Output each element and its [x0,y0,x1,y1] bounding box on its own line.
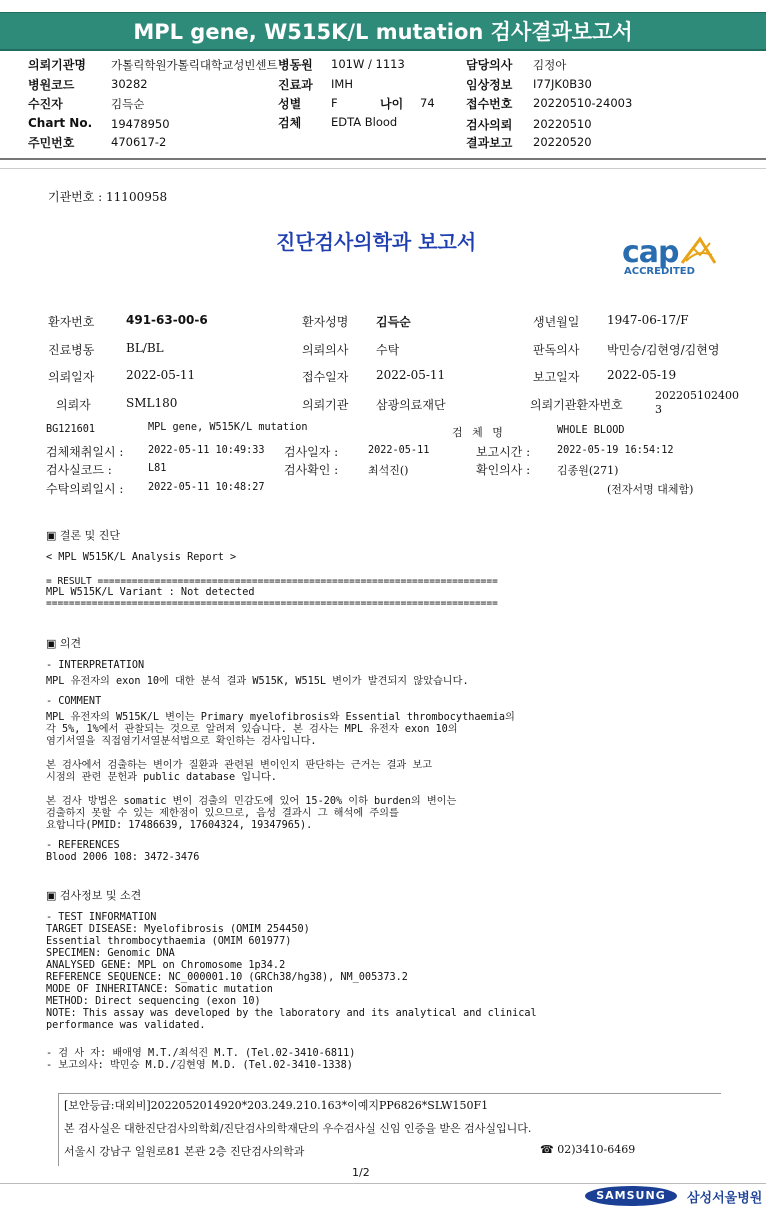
comment-line: MPL 유전자의 W515K/L 변이는 Primary myelofibrosis와 Essential thrombocythaemia의 [46,712,515,723]
comment-heading: - COMMENT [46,696,102,707]
confirm-doctor-label: 확인의사 : [476,463,531,477]
page-number: 1/2 [352,1166,370,1179]
grid-value: BL/BL [126,341,164,355]
header-divider-light [0,168,766,169]
specimen-name-value: WHOLE BLOOD [557,425,625,436]
report-heading: 진단검사의학과 보고서 [276,230,477,254]
request-label: 검사의뢰 [466,118,513,132]
grid-value: 2022-05-19 [607,368,677,382]
age-value: 74 [420,96,435,110]
testdate-label: 검사일자 : [284,445,339,459]
result-value: 20220520 [533,135,592,149]
grid-label: 의뢰기관 [302,398,349,412]
grid-value: 박민승/김현영/김현영 [607,343,720,357]
security-line: [보안등급:대외비]2022052014920*203.249.210.163*이예지PP6826*SLW150F1 [64,1099,489,1112]
phone-line: ☎ 02)3410-6469 [540,1143,636,1156]
chart-label: Chart No. [28,116,93,130]
testdate-value: 2022-05-11 [368,445,430,456]
samsung-logo-text: SAMSUNG [596,1189,666,1202]
comment-line: 검출하지 못할 수 있는 제한점이 있으므로, 음성 결과시 그 해석에 주의를 [46,808,399,819]
grid-value: 2022-05-11 [376,368,446,382]
result-line: = RESULT ====================================================================== [46,576,498,587]
patient-label: 수진자 [28,97,63,111]
rrn-value: 470617-2 [111,135,167,149]
grid-label: 진료병동 [48,343,95,357]
cap-text: cap [622,235,679,270]
analysis-report-title: < MPL W515K/L Analysis Report > [46,552,237,563]
specimen-value: EDTA Blood [331,115,398,129]
certification-line: 본 검사실은 대한진단검사의학회/진단검사의학재단의 우수검사실 신임 인증을 받은 검사실입니다. [64,1122,532,1135]
hospital-brand: 삼성서울병원 [687,1191,763,1206]
specimen-name-label: 검 체 명 [452,426,506,439]
sex-label: 성별 [278,97,302,111]
result-label: 결과보고 [466,136,513,150]
test-info-line: NOTE: This assay was developed by the laboratory and its analytical and clinical [46,1008,537,1019]
receipt-label: 접수번호 [466,97,513,111]
test-info-line: METHOD: Direct sequencing (exon 10) [46,996,261,1007]
dept-value: IMH [331,77,353,91]
test-info-line: MODE OF INHERITANCE: Somatic mutation [46,984,273,995]
grid-label: 접수일자 [302,370,349,384]
grid-label: 생년월일 [533,315,580,329]
patient-value: 김득순 [111,97,145,111]
interpretation-text: MPL 유전자의 exon 10에 대한 분석 결과 W515K, W515L 변이가 발견되지 않았습니다. [46,676,469,687]
result-end-line: =============================================================================== [46,598,498,609]
institution-number: 기관번호 : 11100958 [48,190,168,204]
grid-label: 의뢰의사 [302,343,349,357]
test-info-line: ANALYSED GENE: MPL on Chromosome 1p34.2 [46,960,286,971]
collect-label: 검체채취일시 : [46,445,124,459]
grid-value: 수탁 [376,343,400,357]
test-name: MPL gene, W515K/L mutation [148,422,308,433]
grid-label: 의뢰기관환자번호 [530,398,623,412]
grid-value: 삼광의료재단 [376,398,446,412]
opinion-heading: ▣ 의견 [46,637,82,650]
grid-value: 김득순 [376,315,411,329]
grid-value: SML180 [126,396,178,410]
receipt-value: 20220510-24003 [533,96,633,110]
reporttime-label: 보고시간 : [476,445,531,459]
specimen-label: 검체 [278,116,302,130]
comment-line: 염기서열을 직접염기서열분석법으로 확인하는 검사입니다. [46,736,317,747]
address-line: 서울시 강남구 일원로81 본관 2층 진단검사의학과 [64,1145,305,1158]
grid-value-cont: 3 [655,403,662,416]
doctor-label: 담당의사 [466,58,513,72]
request-value: 20220510 [533,117,592,131]
grid-value: 202205102400 [655,389,739,402]
hospital-value: 가톨릭학원가톨릭대학교성빈센트 [111,58,278,72]
test-info-line: TARGET DISEASE: Myelofibrosis (OMIM 254450) [46,924,310,935]
doctor-value: 김정아 [533,58,567,72]
grid-label: 의뢰자 [56,398,91,412]
ward-value: 101W / 1113 [331,57,405,71]
cap-logo [620,233,720,279]
staff-line: - 검 사 자: 배애영 M.T./최석진 M.T. (Tel.02-3410-6811) [46,1048,356,1059]
header-divider [0,158,766,160]
test-info-line: SPECIMEN: Genomic DNA [46,948,175,959]
comment-line: 본 검사에서 검출하는 변이가 질환과 관련된 변이인지 판단하는 근거는 결과 보고 [46,760,433,771]
grid-label: 환자번호 [48,315,95,329]
dept-label: 진료과 [278,78,313,92]
rrn-label: 주민번호 [28,136,75,150]
test-info-line: REFERENCE SEQUENCE: NC_000001.10 (GRCh38/hg38), NM_005373.2 [46,972,408,983]
grid-label: 보고일자 [533,370,580,384]
clinical-value: I77JK0B30 [533,77,592,91]
comment-line: 시점의 관련 문헌과 public database 입니다. [46,772,277,783]
room-label: 검사실코드 : [46,463,112,477]
test-code: BG121601 [46,424,96,435]
grid-value: 1947-06-17/F [607,313,689,327]
comment-line: 본 검사 방법은 somatic 변이 검출의 민감도에 있어 15-20% 이하 burden의 변이는 [46,796,457,807]
test-info-line: Essential thrombocythaemia (OMIM 601977) [46,936,292,947]
grid-value: 2022-05-11 [126,368,196,382]
code-value: 30282 [111,77,148,91]
sex-value: F [331,96,338,110]
grid-label: 판독의사 [533,343,580,357]
samsung-logo [585,1186,677,1206]
hospital-label: 의뢰기관명 [28,58,86,72]
comment-line: 요합니다(PMID: 17486639, 17604324, 19347965). [46,820,313,831]
collect-value: 2022-05-11 10:49:33 [148,445,265,456]
trust-value: 2022-05-11 10:48:27 [148,482,265,493]
clinical-label: 임상정보 [466,78,513,92]
code-label: 병원코드 [28,78,75,92]
trust-label: 수탁의뢰일시 : [46,482,124,496]
esign-note: (전자서명 대체함) [607,483,694,496]
comment-line: 각 5%, 1%에서 관찰되는 것으로 알려져 있습니다. 본 검사는 MPL 유전자 exon 10의 [46,724,458,735]
age-label: 나이 [380,97,404,111]
references-heading: - REFERENCES [46,840,120,851]
page-divider [0,1183,766,1184]
variant-result: MPL W515K/L Variant : Not detected [46,587,255,598]
grid-label: 의뢰일자 [48,370,95,384]
reporttime-value: 2022-05-19 16:54:12 [557,445,674,456]
ward-label: 병동원 [278,58,313,72]
report-title: MPL gene, W515K/L mutation 검사결과보고서 [0,12,766,51]
test-info-line: - TEST INFORMATION [46,912,157,923]
cap-accredited-text: ACCREDITED [624,266,695,277]
test-info-line: performance was validated. [46,1020,206,1031]
grid-label: 환자성명 [302,315,349,329]
confirm-value: 최석진() [368,464,409,477]
grid-value: 491-63-00-6 [126,313,208,327]
chart-value: 19478950 [111,117,170,131]
references-text: Blood 2006 108: 3472-3476 [46,852,200,863]
staff-line: - 보고의사: 박민승 M.D./김현영 M.D. (Tel.02-3410-1338) [46,1060,353,1071]
room-value: L81 [148,463,167,474]
conclusion-heading: ▣ 결론 및 진단 [46,529,121,542]
confirm-label: 검사확인 : [284,463,339,477]
confirm-doctor-value: 김종원(271) [557,464,619,477]
test-info-heading: ▣ 검사정보 및 소견 [46,889,142,902]
interpretation-heading: - INTERPRETATION [46,660,145,671]
